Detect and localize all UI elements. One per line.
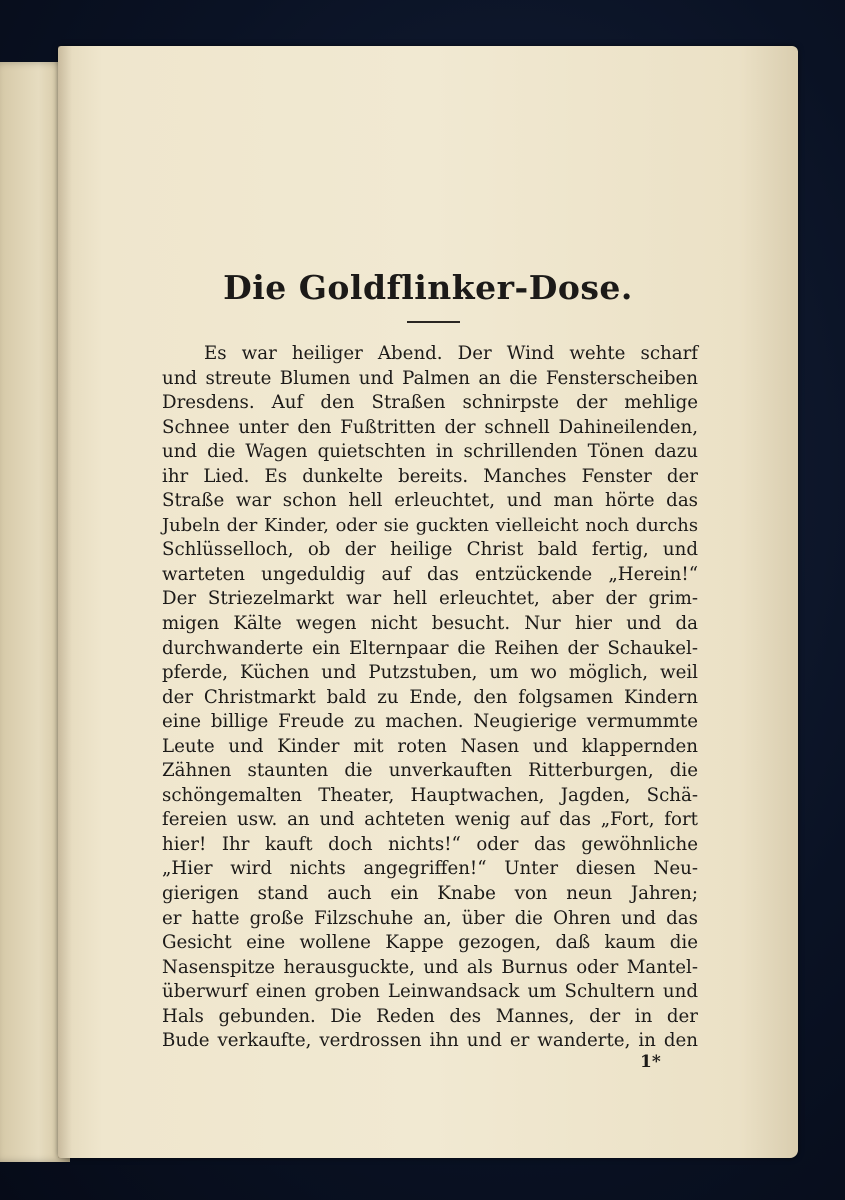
text-line: Schnee unter den Fußtritten der schnell Dahineilenden, xyxy=(162,416,698,438)
text-line: durchwanderte ein Elternpaar die Reihen der Schaukel- xyxy=(162,637,698,659)
text-line: Hals gebunden. Die Reden des Mannes, der in der xyxy=(162,1005,698,1027)
title-divider xyxy=(407,321,460,323)
text-line: Straße war schon hell erleuchtet, und man hörte das xyxy=(162,490,698,512)
text-line: Es war heiliger Abend. Der Wind wehte scharf xyxy=(204,343,698,364)
text-line: hier! Ihr kauft doch nichts!“ oder das gewöhnliche xyxy=(162,833,698,855)
text-line: Der Striezelmarkt war hell erleuchtet, aber der grim- xyxy=(162,588,698,610)
body-text xyxy=(162,342,698,1054)
text-line: überwurf einen groben Leinwandsack um Schultern und xyxy=(162,981,698,1003)
text-line: „Hier wird nichts angegriffen!“ Unter diesen Neu- xyxy=(162,858,698,880)
text-line: pferde, Küchen und Putzstuben, um wo möglich, weil xyxy=(162,662,698,684)
text-line: und streute Blumen und Palmen an die Fensterscheiben xyxy=(162,367,698,389)
text-line: warteten ungeduldig auf das entzückende „Herein!“ xyxy=(162,563,698,585)
text-line: schöngemalten Theater, Hauptwachen, Jagden, Schä- xyxy=(162,784,698,806)
signature-mark: 1* xyxy=(640,1052,661,1072)
text-line: und die Wagen quietschten in schrillenden Tönen dazu xyxy=(162,441,698,463)
text-line: ihr Lied. Es dunkelte bereits. Manches Fenster der xyxy=(162,465,698,487)
text-line: Zähnen staunten die unverkauften Ritterburgen, die xyxy=(162,760,698,782)
text-line: Gesicht eine wollene Kappe gezogen, daß kaum die xyxy=(162,932,698,954)
text-line: gierigen stand auch ein Knabe von neun Jahren; xyxy=(162,883,698,905)
text-line: Jubeln der Kinder, oder sie guckten vielleicht noch durchs xyxy=(162,514,698,536)
text-line: er hatte große Filzschuhe an, über die Ohren und das xyxy=(162,907,698,929)
text-line: fereien usw. an und achteten wenig auf das „Fort, fort xyxy=(162,809,698,831)
text-line: eine billige Freude zu machen. Neugierige vermummte xyxy=(162,711,698,733)
text-line: Dresdens. Auf den Straßen schnirpste der mehlige xyxy=(162,392,698,414)
text-line: Nasenspitze herausguckte, und als Burnus oder Mantel- xyxy=(162,956,698,978)
text-line: Bude verkaufte, verdrossen ihn und er wanderte, in den xyxy=(162,1030,698,1052)
chapter-title: Die Goldflinker-Dose. xyxy=(223,268,633,307)
text-line: Leute und Kinder mit roten Nasen und klappernden xyxy=(162,735,698,757)
text-line: Schlüsselloch, ob der heilige Christ bald fertig, und xyxy=(162,539,698,561)
text-line: der Christmarkt bald zu Ende, den folgsamen Kindern xyxy=(162,686,698,708)
text-line: migen Kälte wegen nicht besucht. Nur hier und da xyxy=(162,613,698,635)
